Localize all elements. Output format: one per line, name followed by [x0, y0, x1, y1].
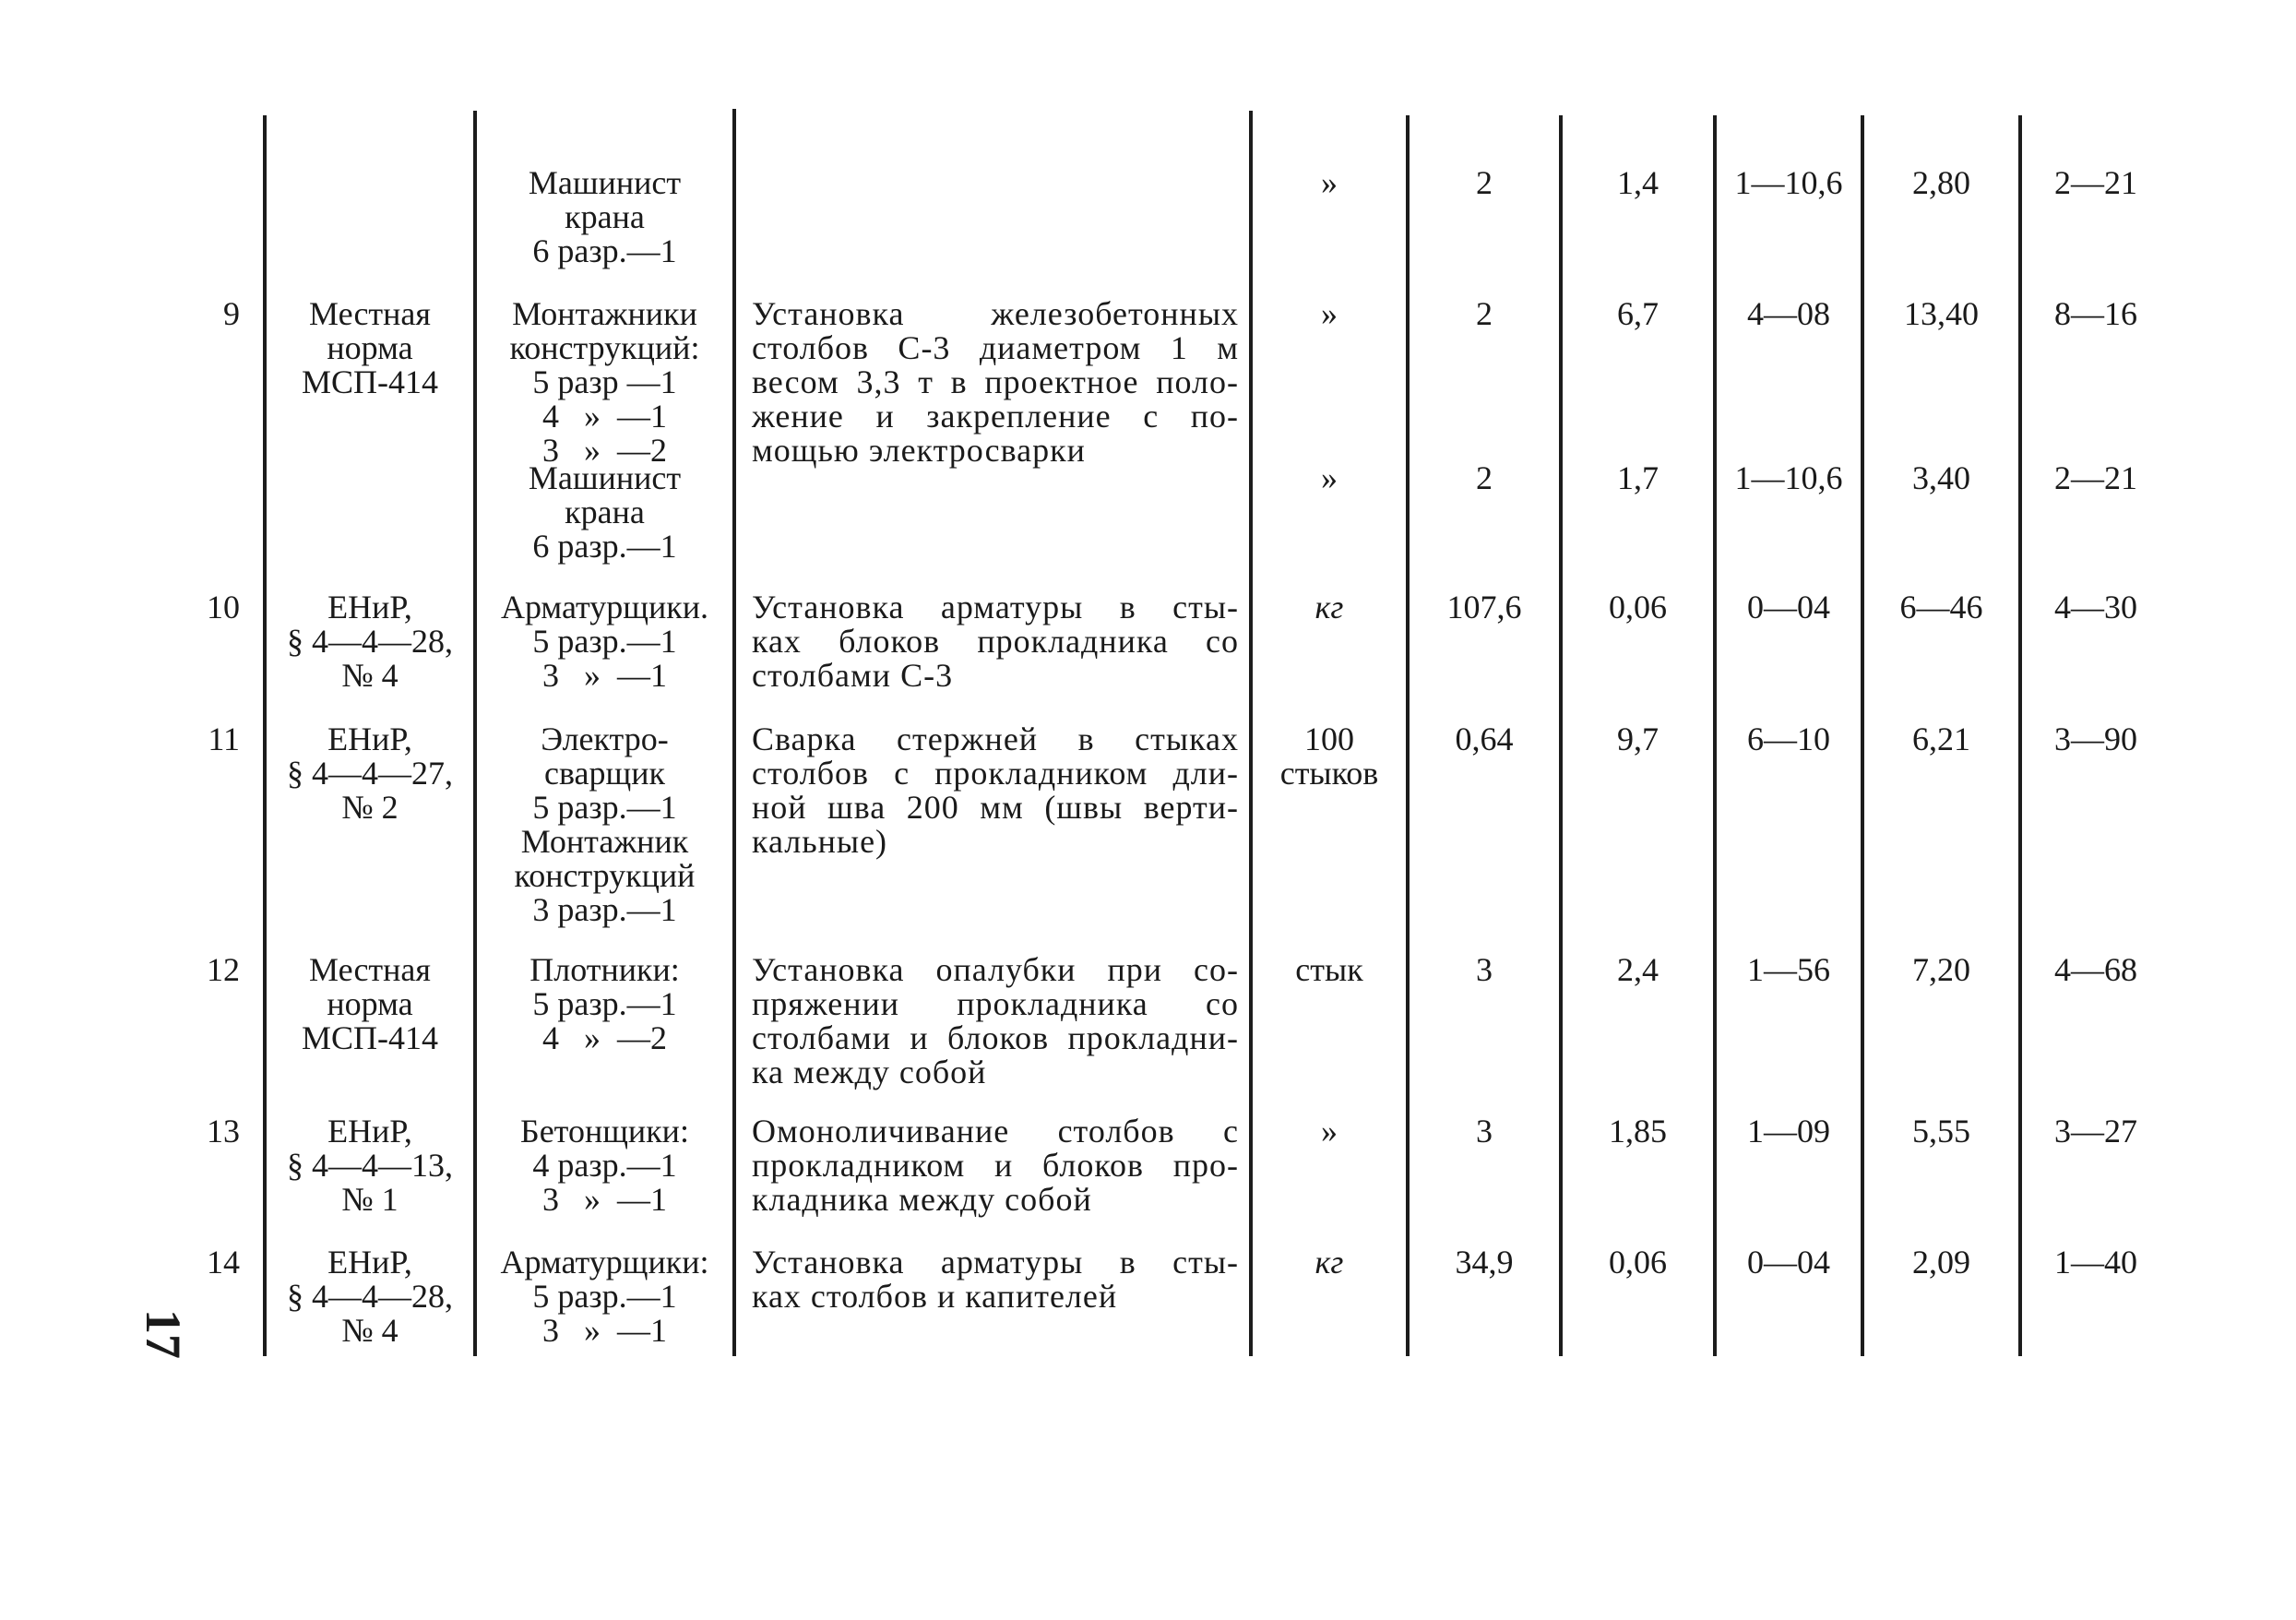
- total-cost: 4—68: [2054, 951, 2137, 988]
- workers-line: конструкций:: [509, 329, 700, 366]
- norm-reference-line: ЕНиР,: [327, 1244, 412, 1281]
- labor-cost: 6,21: [1912, 721, 1970, 757]
- total-cost: 3—90: [2054, 721, 2137, 757]
- workers-line: 4 » —2: [542, 1019, 667, 1056]
- norm-reference-line: ЕНиР,: [327, 721, 412, 757]
- description-line: Установка арматуры в сты-: [752, 589, 1239, 625]
- norm-reference-line: норма: [327, 985, 413, 1022]
- unit: кг: [1315, 589, 1344, 625]
- workers-line: 5 разр.—1: [532, 789, 677, 826]
- rate: 1—09: [1747, 1113, 1830, 1149]
- workers-line: 5 разр.—1: [532, 985, 677, 1022]
- description-line: Установка арматуры в сты-: [752, 1244, 1239, 1281]
- norm-reference-line: № 4: [341, 657, 399, 694]
- rate: 4—08: [1747, 295, 1830, 332]
- unit: стык: [1295, 951, 1363, 988]
- description-line: жение и закрепление с по-: [752, 398, 1239, 435]
- norm-reference-line: № 1: [341, 1181, 399, 1218]
- rate: 1—56: [1747, 951, 1830, 988]
- total-cost: 8—16: [2054, 295, 2137, 332]
- time-norm: 1,7: [1617, 459, 1659, 496]
- workers-line: 5 разр.—1: [532, 623, 677, 660]
- description-line: мощью электросварки: [752, 432, 1086, 469]
- norm-reference-line: § 4—4—28,: [287, 623, 453, 660]
- workers-line: Машинист: [528, 459, 682, 496]
- unit: »: [1321, 1113, 1338, 1149]
- labor-cost: 6—46: [1899, 589, 1983, 625]
- total-cost: 2—21: [2054, 164, 2137, 201]
- workers-line: 3 » —1: [542, 1312, 667, 1349]
- norm-reference-line: № 4: [341, 1312, 399, 1349]
- description-line: Установка железобетонных: [752, 295, 1239, 332]
- workers-line: крана: [565, 198, 645, 235]
- workers-line: конструкций: [514, 857, 696, 894]
- time-norm: 2,4: [1617, 951, 1659, 988]
- quantity: 0,64: [1455, 721, 1514, 757]
- page-number: 17: [136, 1309, 191, 1359]
- norm-reference-line: Местная: [309, 951, 431, 988]
- labor-cost: 3,40: [1912, 459, 1970, 496]
- description-line: кальные): [752, 823, 888, 860]
- total-cost: 3—27: [2054, 1113, 2137, 1149]
- row-number: 10: [207, 589, 240, 625]
- rate: 6—10: [1747, 721, 1830, 757]
- row-number: 12: [207, 951, 240, 988]
- norm-reference-line: МСП-414: [301, 1019, 438, 1056]
- workers-line: 5 разр.—1: [532, 1278, 677, 1315]
- quantity: 2: [1476, 295, 1493, 332]
- total-cost: 2—21: [2054, 459, 2137, 496]
- time-norm: 0,06: [1609, 589, 1667, 625]
- work-description: [752, 1114, 1239, 1217]
- workers-line: 3 » —1: [542, 657, 667, 694]
- labor-cost: 13,40: [1904, 295, 1979, 332]
- workers-line: 4 разр.—1: [532, 1147, 677, 1184]
- work-description: [752, 722, 1239, 859]
- norm-reference-line: норма: [327, 329, 413, 366]
- workers-line: Монтажники: [512, 295, 697, 332]
- norm-reference-line: Местная: [309, 295, 431, 332]
- description-line: ной шва 200 мм (швы верти-: [752, 789, 1239, 826]
- description-line: столбами и блоков прокладни-: [752, 1019, 1239, 1056]
- workers-line: Электро-: [541, 721, 669, 757]
- row-number: 13: [207, 1113, 240, 1149]
- description-line: Омоноличивание столбов с: [752, 1113, 1239, 1149]
- time-norm: 1,4: [1617, 164, 1659, 201]
- description-line: столбов с прокладником дли-: [752, 755, 1239, 792]
- quantity: 2: [1476, 164, 1493, 201]
- total-cost: 1—40: [2054, 1244, 2137, 1281]
- description-line: весом 3,3 т в проектное поло-: [752, 363, 1239, 400]
- norm-reference-line: § 4—4—28,: [287, 1278, 453, 1315]
- labor-cost: 2,80: [1912, 164, 1970, 201]
- workers-line: 6 разр.—1: [532, 232, 677, 269]
- quantity: 3: [1476, 1113, 1493, 1149]
- unit: кг: [1315, 1244, 1344, 1281]
- description-line: Сварка стержней в стыках: [752, 721, 1239, 757]
- time-norm: 1,85: [1609, 1113, 1667, 1149]
- norm-reference-line: ЕНиР,: [327, 1113, 412, 1149]
- norm-reference-line: № 2: [341, 789, 399, 826]
- time-norm: 6,7: [1617, 295, 1659, 332]
- workers-line: Арматурщики.: [500, 589, 709, 625]
- workers-line: 3 разр.—1: [532, 891, 677, 928]
- quantity: 34,9: [1455, 1244, 1514, 1281]
- rate: 1—10,6: [1734, 459, 1843, 496]
- quantity: 3: [1476, 951, 1493, 988]
- workers-line: 3 » —1: [542, 1181, 667, 1218]
- description-line: пряжении прокладника со: [752, 985, 1239, 1022]
- unit: »: [1321, 459, 1338, 496]
- description-line: столбами С-3: [752, 657, 954, 694]
- total-cost: 4—30: [2054, 589, 2137, 625]
- workers-line: 5 разр —1: [532, 363, 677, 400]
- quantity: 107,6: [1446, 589, 1522, 625]
- unit: »: [1321, 295, 1338, 332]
- labor-cost: 5,55: [1912, 1113, 1970, 1149]
- time-norm: 9,7: [1617, 721, 1659, 757]
- description-line: ках столбов и капителей: [752, 1278, 1118, 1315]
- workers-line: 6 разр.—1: [532, 528, 677, 565]
- workers-line: 3 » —2: [542, 432, 667, 469]
- description-line: ках блоков прокладника со: [752, 623, 1239, 660]
- workers-line: Арматурщики:: [500, 1244, 709, 1281]
- workers-line: Монтажник: [520, 823, 689, 860]
- rate: 0—04: [1747, 1244, 1830, 1281]
- row-number: 11: [208, 721, 240, 757]
- work-description: [752, 1245, 1239, 1314]
- rate: 0—04: [1747, 589, 1830, 625]
- description-line: кладника между собой: [752, 1181, 1092, 1218]
- time-norm: 0,06: [1609, 1244, 1667, 1281]
- unit: 100 стыков: [1279, 721, 1379, 792]
- row-number: 9: [223, 295, 240, 332]
- labor-cost: 2,09: [1912, 1244, 1970, 1281]
- description-line: прокладником и блоков про-: [752, 1147, 1239, 1184]
- workers-line: 4 » —1: [542, 398, 667, 435]
- workers-line: сварщик: [544, 755, 665, 792]
- norm-reference-line: § 4—4—27,: [287, 755, 453, 792]
- description-line: Установка опалубки при со-: [752, 951, 1239, 988]
- norm-reference-line: § 4—4—13,: [287, 1147, 453, 1184]
- row-number: 14: [207, 1244, 240, 1281]
- quantity: 2: [1476, 459, 1493, 496]
- work-description: [752, 590, 1239, 693]
- norm-reference-line: МСП-414: [301, 363, 438, 400]
- workers-line: крана: [565, 494, 645, 530]
- description-line: столбов С-3 диаметром 1 м: [752, 329, 1239, 366]
- rate: 1—10,6: [1734, 164, 1843, 201]
- norm-reference-line: ЕНиР,: [327, 589, 412, 625]
- work-description: [752, 297, 1239, 468]
- workers-line: Бетонщики:: [520, 1113, 689, 1149]
- unit: »: [1321, 164, 1338, 201]
- workers-line: Плотники:: [529, 951, 680, 988]
- labor-cost: 7,20: [1912, 951, 1970, 988]
- work-description: [752, 953, 1239, 1090]
- workers-line: Машинист: [528, 164, 682, 201]
- description-line: ка между собой: [752, 1054, 987, 1090]
- column-rule-3: [732, 109, 736, 1356]
